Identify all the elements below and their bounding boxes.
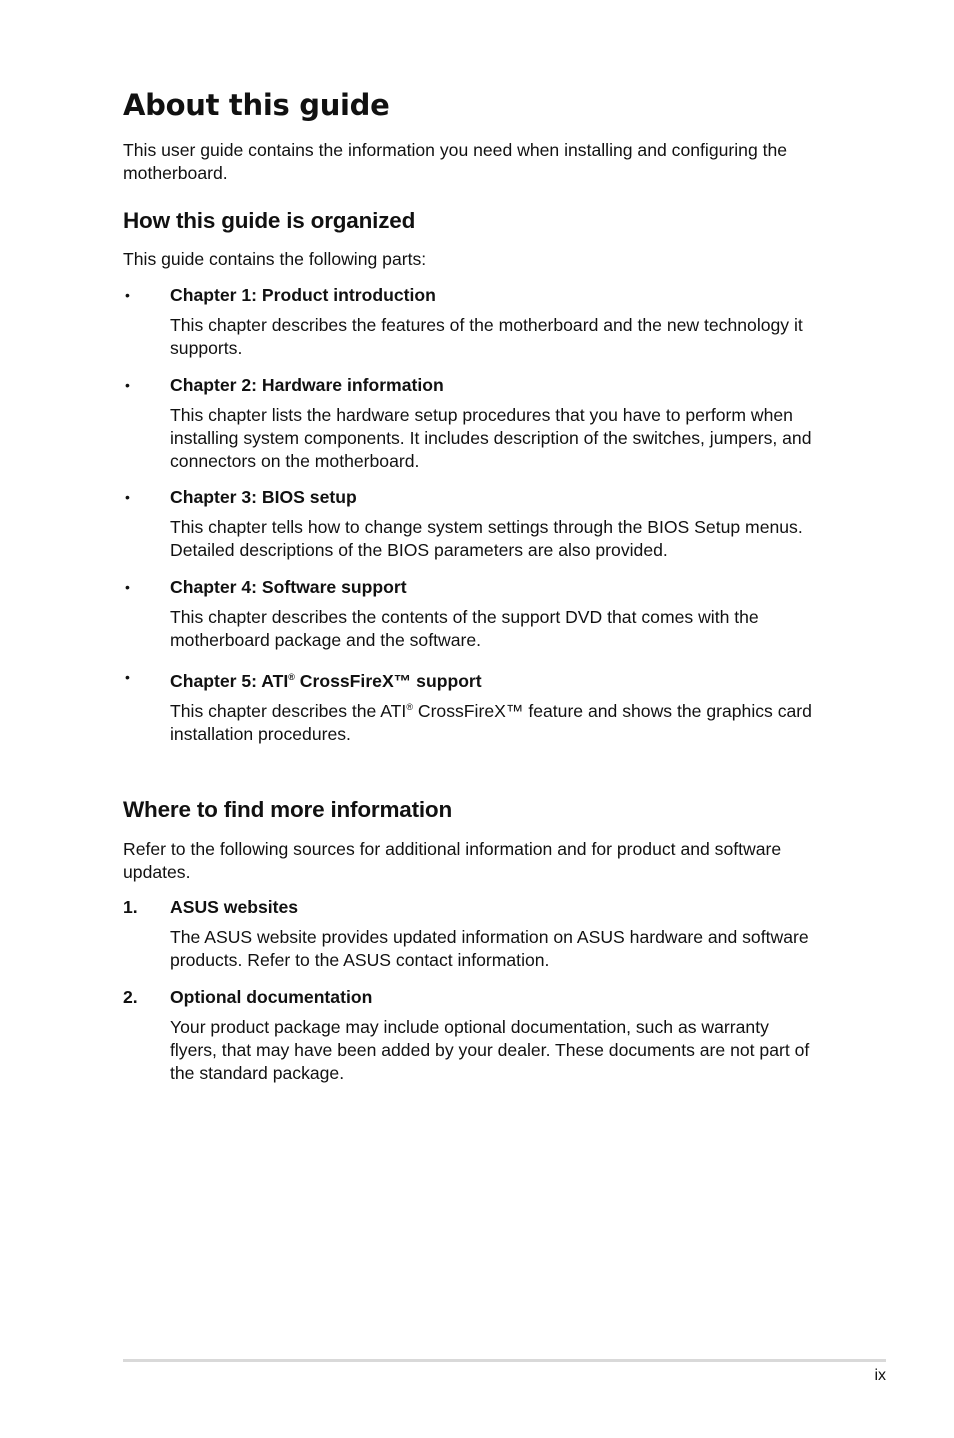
source-title: Optional documentation xyxy=(170,987,373,1007)
chapter-desc-pre: This chapter describes the ATI xyxy=(170,701,407,721)
organized-lead: This guide contains the following parts: xyxy=(123,249,427,269)
source-description: The ASUS website provides updated information on ASUS hardware and software products. Refer to the ASUS contact information. xyxy=(170,927,809,970)
registered-mark: ® xyxy=(288,672,295,682)
intro-paragraph: This user guide contains the information you need when installing and configuring the motherboard. xyxy=(123,140,788,183)
chapter-title: Chapter 2: Hardware information xyxy=(170,375,444,395)
chapter-title: Chapter 3: BIOS setup xyxy=(170,487,357,507)
page-title: About this guide xyxy=(123,88,390,122)
section-heading-more-info: Where to find more information xyxy=(123,797,452,822)
chapter-description xyxy=(170,696,815,746)
section-heading-organized: How this guide is organized xyxy=(123,208,416,233)
item-number: 1. xyxy=(123,897,138,917)
chapter-title: Chapter 1: Product introduction xyxy=(170,285,436,305)
chapter-title: Chapter 4: Software support xyxy=(170,577,407,597)
bullet-marker: • xyxy=(125,579,130,595)
bullet-marker: • xyxy=(125,489,130,505)
chapter-title-pre: Chapter 5: ATI xyxy=(170,671,289,691)
more-info-lead: Refer to the following sources for additional information and for product and software updates. xyxy=(123,839,782,882)
chapter-description: This chapter tells how to change system settings through the BIOS Setup menus. Detailed descriptions of the BIOS parameters are also provided. xyxy=(170,517,803,560)
chapter-description: This chapter describes the contents of the support DVD that comes with the motherboard package and the software. xyxy=(170,607,759,650)
registered-mark: ® xyxy=(406,702,413,712)
chapter-title-post: CrossFireX™ support xyxy=(294,671,482,691)
bullet-marker: • xyxy=(125,669,130,685)
chapter-title xyxy=(170,666,482,693)
source-title: ASUS websites xyxy=(170,897,299,917)
source-description: Your product package may include optional documentation, such as warranty flyers, that may have been added by your dealer. These documents are not part of the standard package. xyxy=(170,1017,810,1083)
footer-rule xyxy=(123,1359,886,1362)
bullet-marker: • xyxy=(125,287,130,303)
bullet-marker: • xyxy=(125,377,130,393)
chapter-description: This chapter lists the hardware setup procedures that you have to perform when installing system components. It includes description of the switches, jumpers, and connectors on the motherboard. xyxy=(170,405,812,471)
page-number: ix xyxy=(874,1367,886,1384)
chapter-description: This chapter describes the features of the motherboard and the new technology it supports. xyxy=(170,315,803,358)
item-number: 2. xyxy=(123,987,138,1007)
chapter-desc-post: CrossFireX™ feature and shows the graphics card installation procedures. xyxy=(170,701,812,744)
